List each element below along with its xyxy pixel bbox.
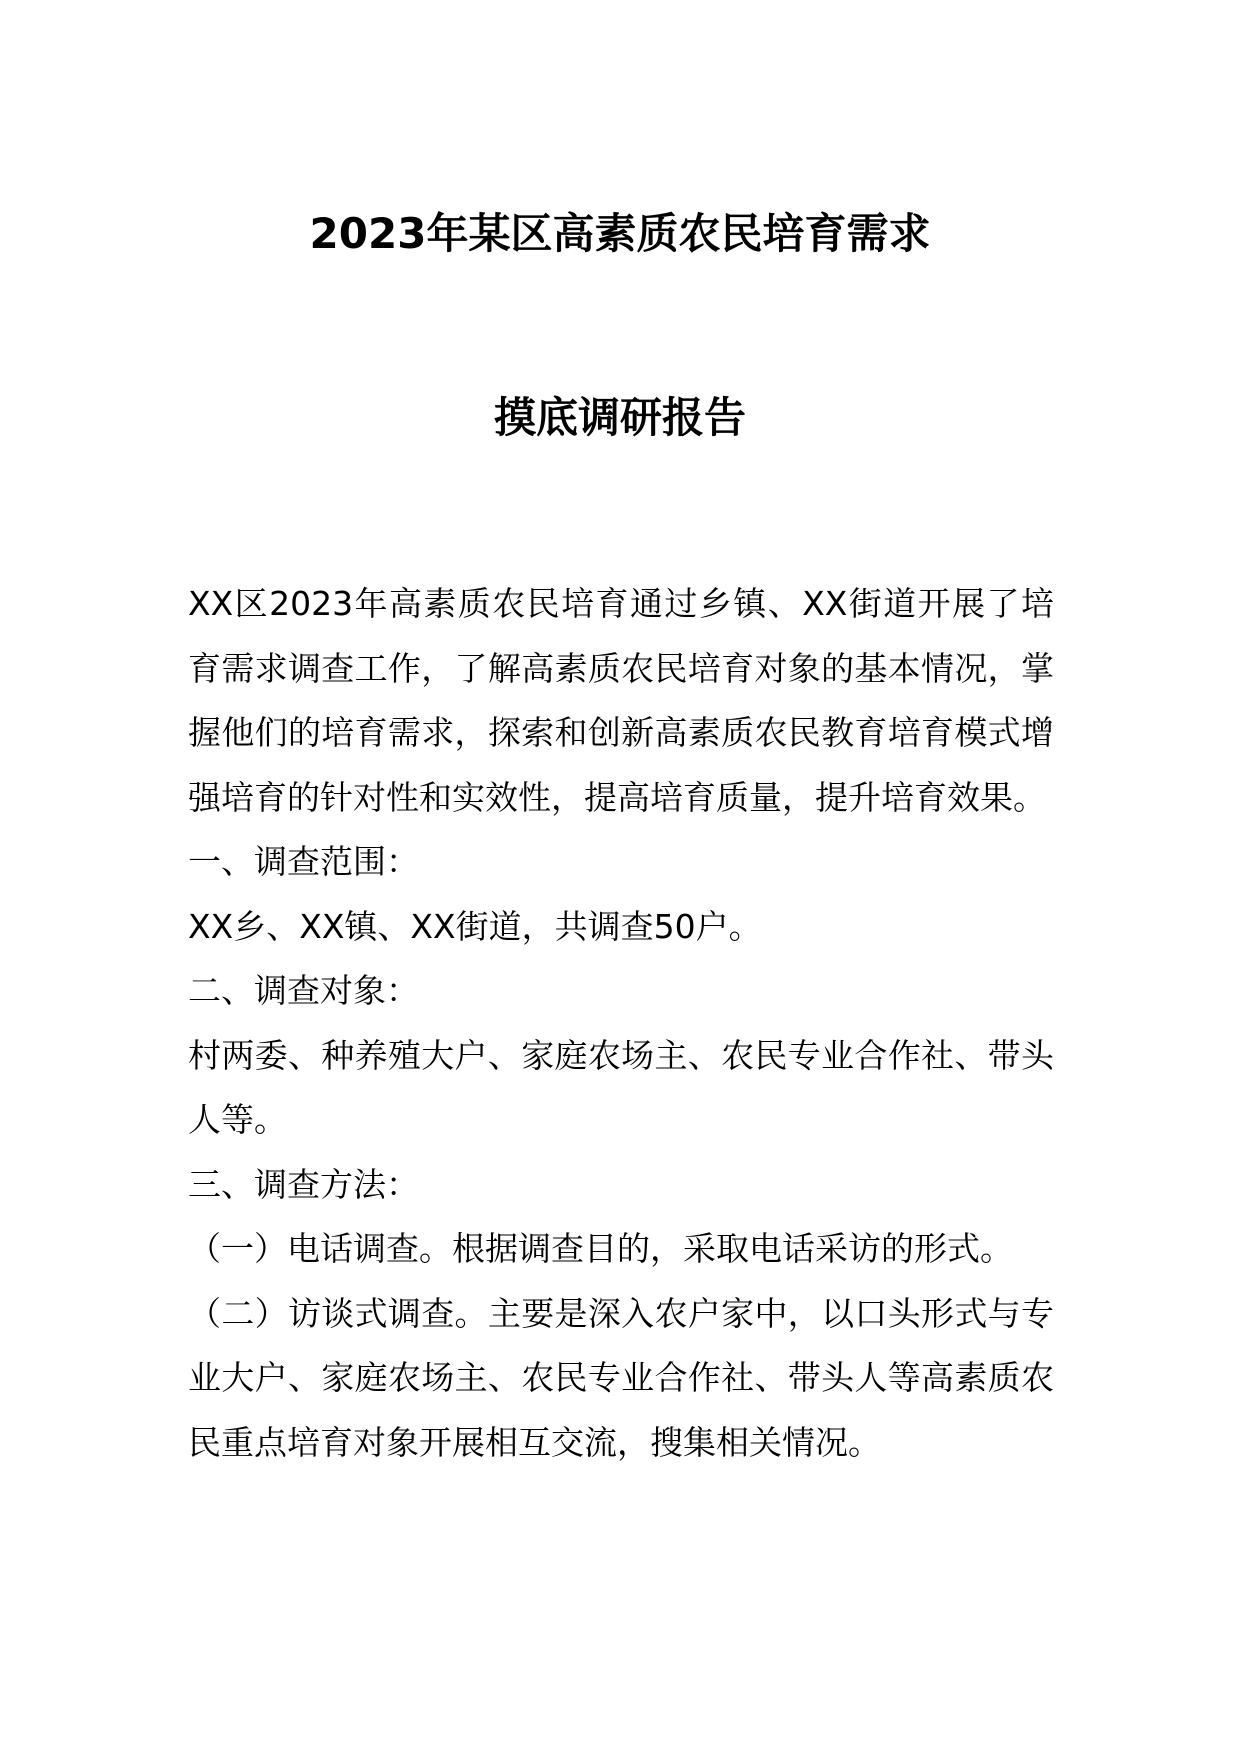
document-title-line-1: 2023年某区高素质农民培育需求 [309, 209, 931, 258]
intro-paragraph: XX区2023年高素质农民培育通过乡镇、XX街道开展了培育需求调查工作，了解高素质农民培育对象的基本情况，掌握他们的培育需求，探索和创新高素质农民教育培育模式增强培育的针对性和实效性，提高培育质量，提升培育效果。 [188, 584, 1054, 817]
section-heading-subjects: 二、调查对象： [188, 971, 419, 1010]
method-phone-paragraph: （一）电话调查。根据调查目的，采取电话采访的形式。 [188, 1229, 1013, 1268]
document-title-line-2: 摸底调研报告 [493, 393, 746, 442]
scope-paragraph: XX乡、XX镇、XX街道，共调查50户。 [188, 906, 762, 946]
document-body [188, 572, 1054, 1475]
subjects-paragraph: 村两委、种养殖大户、家庭农场主、农民专业合作社、带头人等。 [188, 1035, 1054, 1139]
section-heading-scope: 一、调查范围： [188, 842, 419, 881]
section-heading-methods: 三、调查方法： [188, 1164, 419, 1204]
method-interview-paragraph: （二）访谈式调查。主要是深入农户家中，以口头形式与专业大户、家庭农场主、农民专业合作社、带头人等高素质农民重点培育对象开展相互交流，搜集相关情况。 [188, 1293, 1054, 1462]
